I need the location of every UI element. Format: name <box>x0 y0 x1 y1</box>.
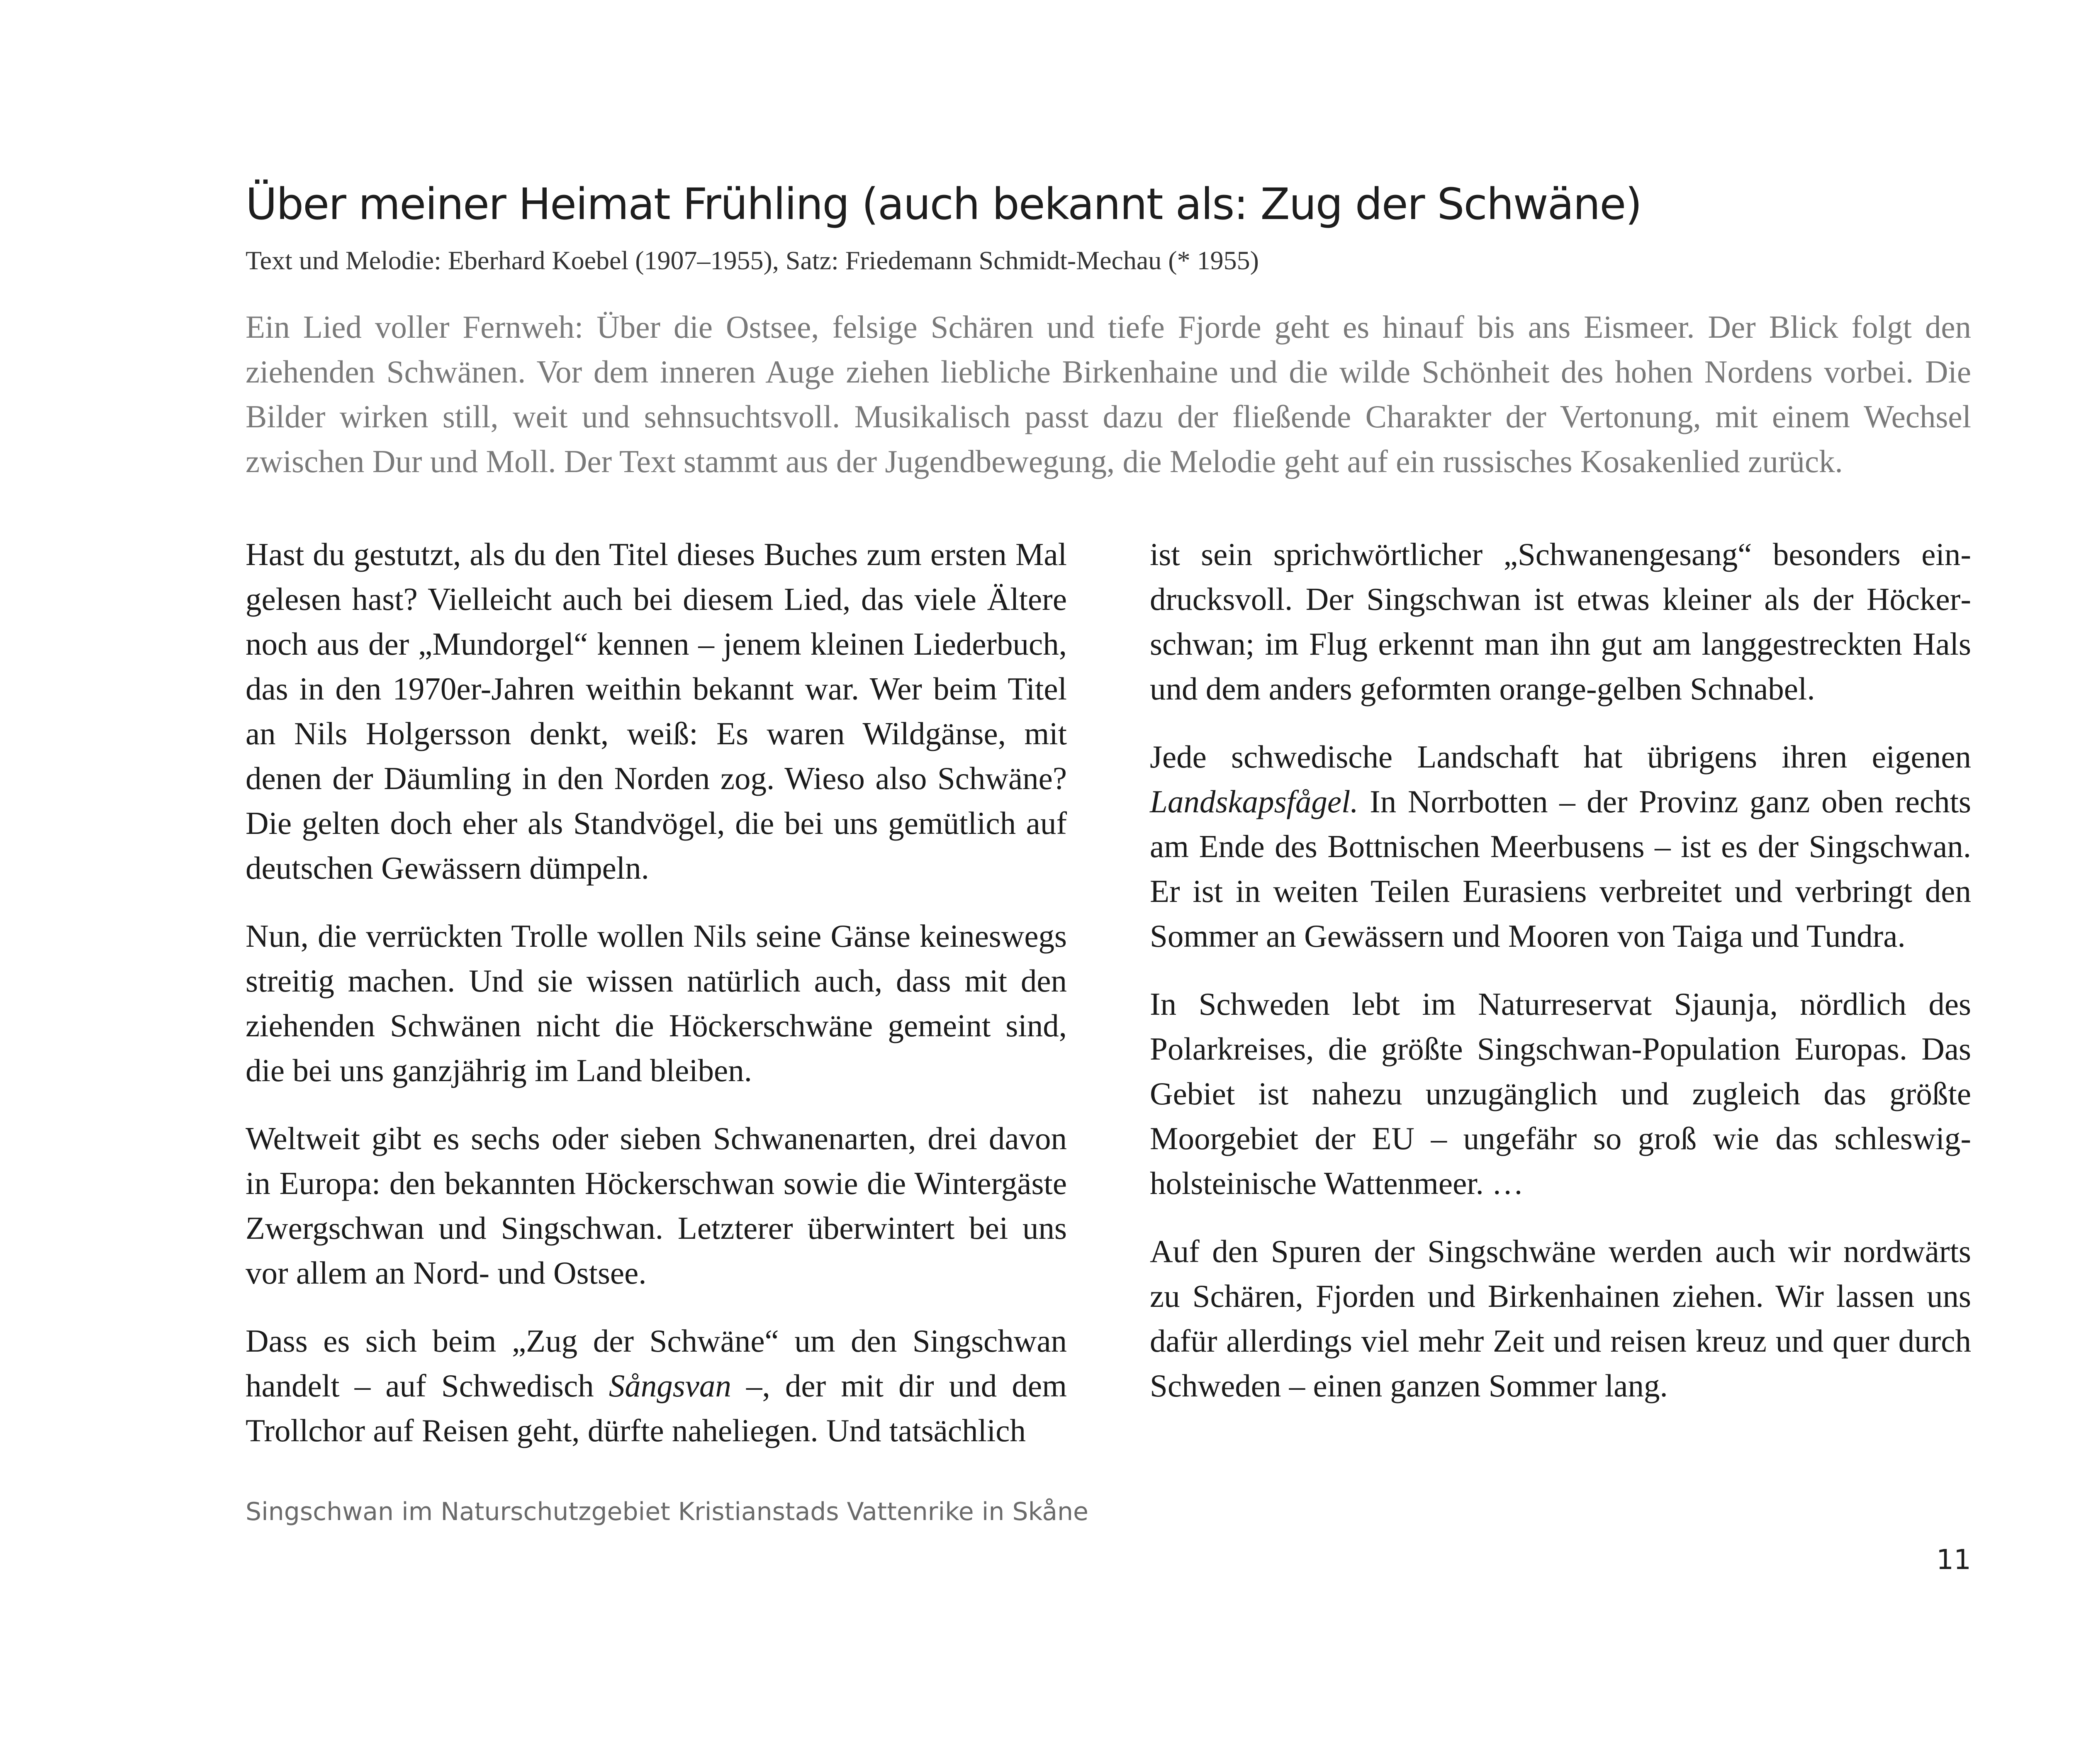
swedish-term-landskapsfagel: Landskapsfågel. <box>1150 784 1358 819</box>
page-number: 11 <box>1936 1544 1971 1576</box>
right-paragraph-4: Auf den Spuren der Singschwäne werden auch wir nordwärts zu Schären, Fjorden und Birkenhainen ziehen. Wir lassen uns dafür allerdings viel mehr Zeit und reisen kreuz und quer durch Schweden – einen ganzen Sommer lang. <box>1150 1233 1971 1403</box>
left-text-column <box>246 532 1067 1476</box>
left-paragraph-4-text-start: Dass es sich beim „Zug der Schwäne“ um den Singschwan handelt – auf Schwedisch <box>246 1323 1067 1403</box>
left-paragraph-1: Hast du gestutzt, als du den Titel dieses Buches zum ersten Mal gelesen hast? Vielleicht auch bei diesem Lied, das viele Ältere noch aus der „Mundorgel“ kennen – jenem kleinen Liederbuch, das in den 1970er-Jahren weithin bekannt war. Wer beim Titel an Nils Holgersson denkt, weiß: Es waren Wildgänse, mit denen der Däumling in den Norden zog. Wieso also Schwäne? Die gelten doch eher als Standvögel, die bei uns gemütlich auf deutschen Gewässern dümpeln. <box>246 536 1067 886</box>
right-paragraph-2-text-end: In Norrbotten – der Provinz ganz oben rechts am Ende des Bottnischen Meerbusens – ist es der Singschwan. Er ist in weiten Teilen Eurasiens verbreitet und verbringt den Sommer an Gewässern und Mooren von Taiga und Tundra. <box>1150 784 1971 954</box>
right-paragraph-2 <box>1150 734 1971 958</box>
song-credits: Text und Melodie: Eberhard Koebel (1907–1955), Satz: Friedemann Schmidt-Mechau (* 1955) <box>246 246 1259 275</box>
image-caption: Singschwan im Naturschutzgebiet Kristianstads Vattenrike in Skåne <box>246 1497 1088 1526</box>
intro-paragraph: Ein Lied voller Fernweh: Über die Ostsee, felsige Schären und tiefe Fjorde geht es hinauf bis ans Eismeer. Der Blick folgt den ziehenden Schwänen. Vor dem inneren Auge ziehen liebliche Birkenhaine und die wilde Schönheit des hohen Nordens vorbei. Die Bilder wirken still, weit und sehnsuchtsvoll. Musikalisch passt dazu der fließende Charakter der Vertonung, mit einem Wechsel zwischen Dur und Moll. Der Text stammt aus der Jugendbewegung, die Melodie geht auf ein russisches Kosakenlied zurück. <box>246 309 1971 479</box>
right-text-column <box>1150 532 1971 1431</box>
right-paragraph-1: ist sein sprichwörtlicher „Schwanengesang“ besonders eindrucksvoll. Der Singschwan ist etwas kleiner als der Höckerschwan; im Flug erkennt man ihn gut am langgestreckten Hals und dem anders geformten orange-gelben Schnabel. <box>1150 536 1971 707</box>
swedish-term-sangsvan: Sångsvan <box>609 1368 731 1403</box>
left-paragraph-4-text-end: –, der mit dir und dem Trollchor auf Reisen geht, dürfte naheliegen. Und tatsächlich <box>246 1368 1067 1448</box>
left-paragraph-4 <box>246 1318 1067 1453</box>
right-paragraph-3: In Schweden lebt im Naturreservat Sjaunja, nördlich des Polarkreises, die größte Singschwan-Population Europas. Das Gebiet ist nahezu unzugänglich und zugleich das größte Moorgebiet der EU – ungefähr so groß wie das schleswigholsteinische Wattenmeer. … <box>1150 986 1971 1201</box>
left-paragraph-3: Weltweit gibt es sechs oder sieben Schwanenarten, drei davon in Europa: den bekannten Höckerschwan sowie die Wintergäste Zwergschwan und Singschwan. Letzterer überwintert bei uns vor allem an Nord- und Ostsee. <box>246 1121 1067 1291</box>
page-title: Über meiner Heimat Frühling (auch bekannt als: Zug der Schwäne) <box>246 179 1641 229</box>
left-paragraph-2: Nun, die verrückten Trolle wollen Nils seine Gänse keineswegs streitig machen. Und sie wissen natürlich auch, dass mit den ziehenden Schwänen nicht die Höckerschwäne gemeint sind, die bei uns ganzjährig im Land bleiben. <box>246 918 1067 1088</box>
right-paragraph-2-text-start: Jede schwedische Landschaft hat übrigens ihren eigenen <box>1150 739 1971 775</box>
